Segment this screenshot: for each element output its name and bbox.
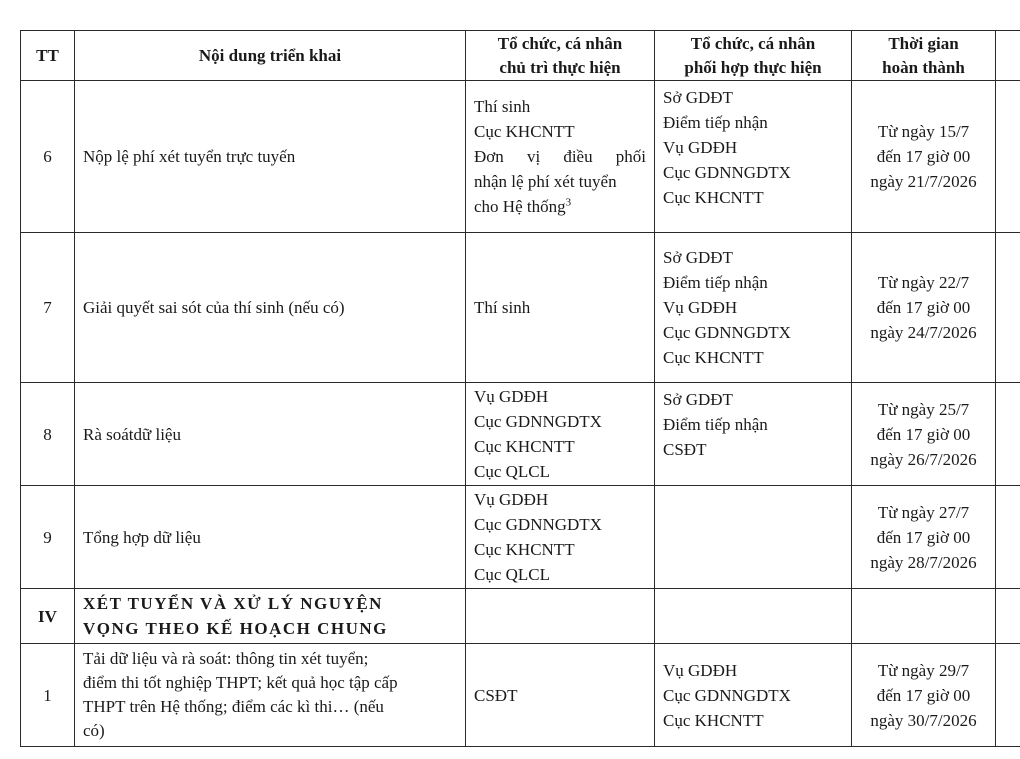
table-row (21, 383, 1020, 486)
row-coord: Sở GDĐT Điểm tiếp nhận CSĐT (655, 383, 852, 486)
row-coord: Sở GDĐT Điểm tiếp nhận Vụ GDĐH Cục GDNNGDTX Cục KHCNTT (655, 233, 852, 383)
section-number: IV (21, 589, 75, 644)
header-host: Tổ chức, cá nhân chủ trì thực hiện (466, 31, 655, 81)
row-content: Giải quyết sai sót của thí sinh (nếu có) (75, 233, 466, 383)
row-number: 8 (21, 383, 75, 486)
row-number: 7 (21, 233, 75, 383)
table-row (21, 81, 1020, 233)
row-time: Từ ngày 15/7 đến 17 giờ 00 ngày 21/7/2026 (852, 81, 996, 233)
schedule-table (20, 30, 1020, 747)
header-row (21, 31, 1020, 81)
row-number: 1 (21, 644, 75, 747)
row-content: Tải dữ liệu và rà soát: thông tin xét tuyển; điểm thi tốt nghiệp THPT; kết quả học tập cấp THPT trên Hệ thống; điểm các kì thi… (nếu có) (75, 644, 466, 747)
row-time: Từ ngày 22/7 đến 17 giờ 00 ngày 24/7/2026 (852, 233, 996, 383)
row-coord: Vụ GDĐH Cục GDNNGDTX Cục KHCNTT (655, 644, 852, 747)
row-content: Tổng hợp dữ liệu (75, 486, 466, 589)
row-time: Từ ngày 29/7 đến 17 giờ 00 ngày 30/7/2026 (852, 644, 996, 747)
footnote-marker: 3 (565, 196, 572, 209)
row-content: Nộp lệ phí xét tuyển trực tuyến (75, 81, 466, 233)
row-host: Vụ GDĐH Cục GDNNGDTX Cục KHCNTT Cục QLCL (466, 486, 655, 589)
row-time: Từ ngày 27/7 đến 17 giờ 00 ngày 28/7/2026 (852, 486, 996, 589)
row-host: CSĐT (466, 644, 655, 747)
row-host: Vụ GDĐH Cục GDNNGDTX Cục KHCNTT Cục QLCL (466, 383, 655, 486)
header-time: Thời gian hoàn thành (852, 31, 996, 81)
header-coord: Tổ chức, cá nhân phối hợp thực hiện (655, 31, 852, 81)
row-coord (655, 486, 852, 589)
table-row (21, 486, 1020, 589)
row-host: Thí sinh Cục KHCNTT Đơn vị điều phối nhận lệ phí xét tuyển cho Hệ thống$^3$ (466, 81, 655, 233)
row-content: Rà soátdữ liệu (75, 383, 466, 486)
row-number: 9 (21, 486, 75, 589)
header-extra (996, 31, 1020, 81)
row-coord: Sở GDĐT Điểm tiếp nhận Vụ GDĐH Cục GDNNGDTX Cục KHCNTT (655, 81, 852, 233)
section-title: XÉT TUYỂN VÀ XỬ LÝ NGUYỆN VỌNG THEO KẾ HOẠCH CHUNG (75, 589, 466, 644)
table-row (21, 644, 1020, 747)
table-row (21, 233, 1020, 383)
row-number: 6 (21, 81, 75, 233)
section-row (21, 589, 1020, 644)
row-host: Thí sinh (466, 233, 655, 383)
row-time: Từ ngày 25/7 đến 17 giờ 00 ngày 26/7/2026 (852, 383, 996, 486)
header-content: Nội dung triển khai (75, 31, 466, 81)
header-tt: TT (21, 31, 75, 81)
